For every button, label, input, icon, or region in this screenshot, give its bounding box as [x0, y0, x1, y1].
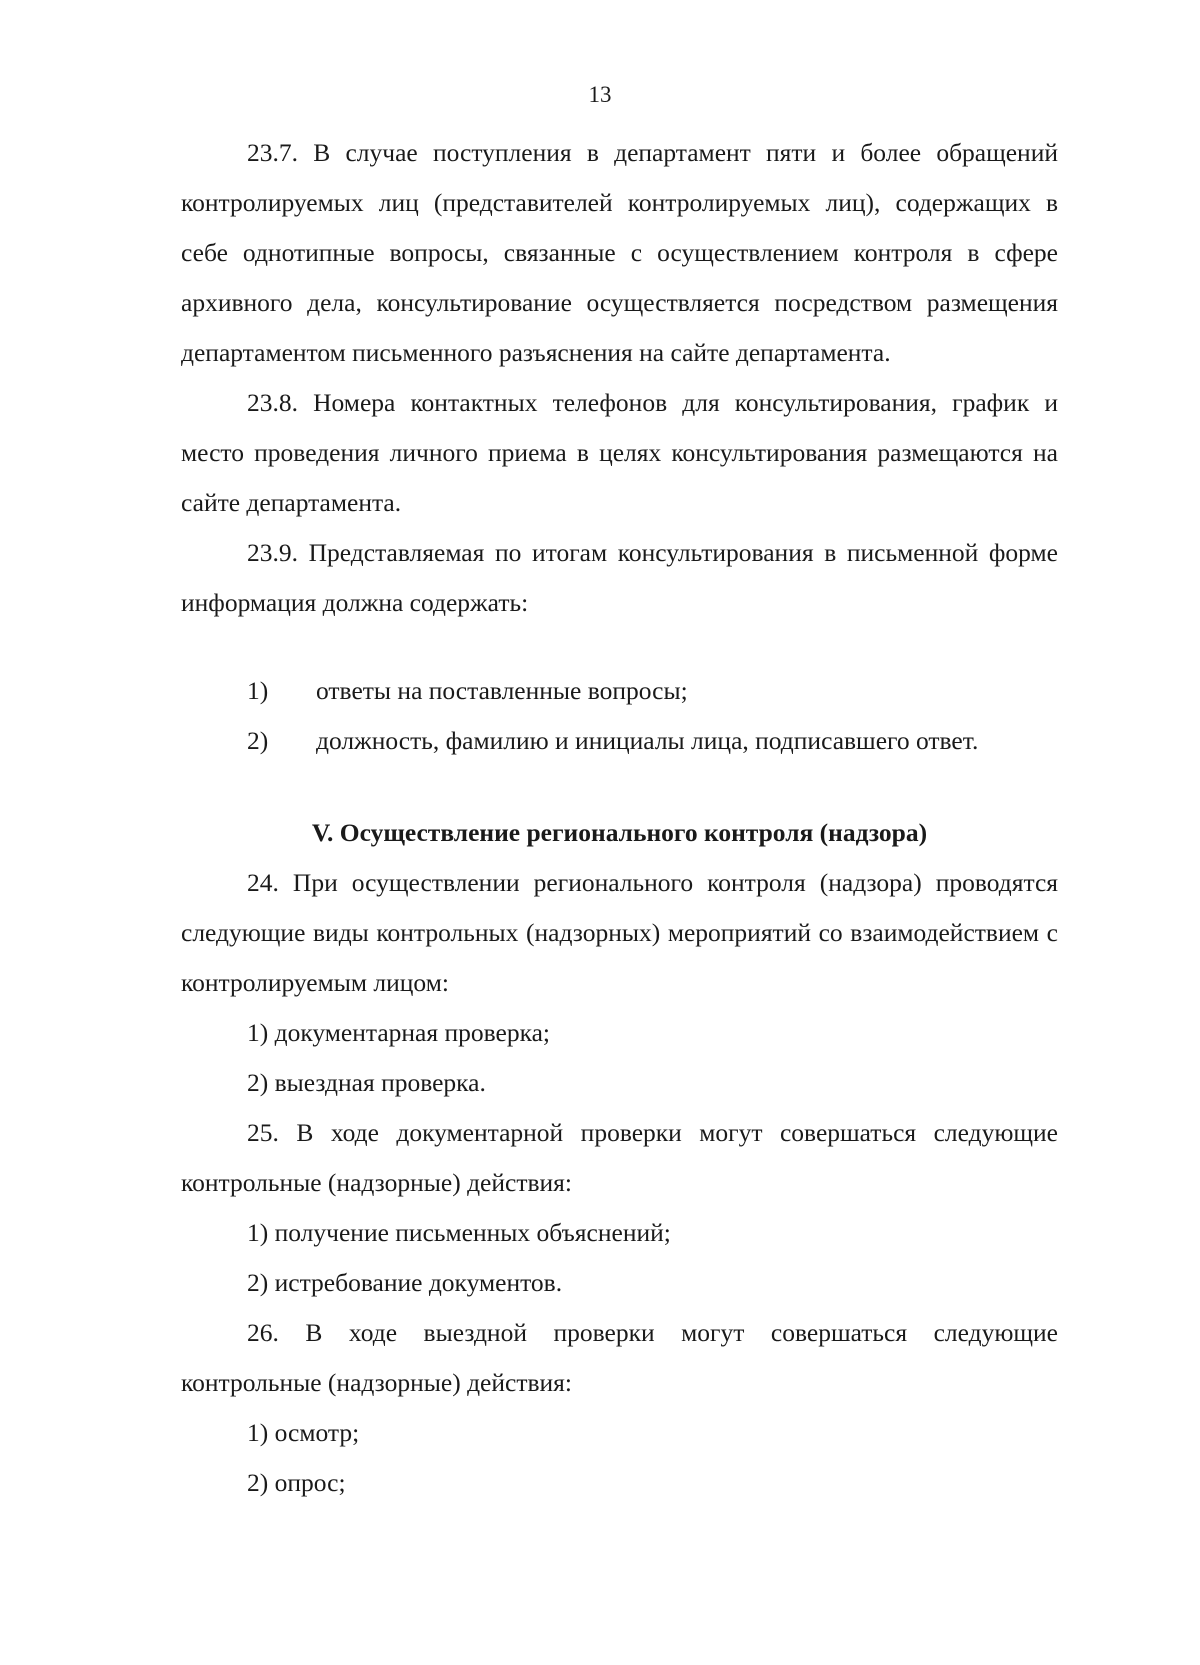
list-item: 1) получение письменных объяснений; [247, 1218, 671, 1247]
paragraph-23-8: 23.8. Номера контактных телефонов для консультирования, график и место проведения личного приема в целях консультирования размещаются на сайте департамента. [181, 388, 1058, 517]
list-item-text: ответы на поставленные вопросы; [316, 676, 688, 705]
list-item: 2) истребование документов. [247, 1268, 563, 1297]
list-item-number: 2) [247, 726, 269, 755]
list-item [181, 716, 1058, 766]
document-body [181, 128, 1058, 1508]
list-item: 1) осмотр; [247, 1418, 360, 1447]
list-item: 1) документарная проверка; [247, 1018, 550, 1047]
paragraph-23-7: 23.7. В случае поступления в департамент пяти и более обращений контролируемых лиц (представителей контролируемых лиц), содержащих в себе однотипные вопросы, связанные с осуществлением контроля в сфере архивного дела, консультирование осуществляется посредством размещения департаментом письменного разъяснения на сайте департамента. [181, 138, 1058, 367]
list-item [181, 666, 1058, 716]
paragraph-24: 24. При осуществлении регионального контроля (надзора) проводятся следующие виды контрольных (надзорных) мероприятий со взаимодействием с контролируемым лицом: [181, 868, 1058, 997]
section-heading: V. Осуществление регионального контроля (надзора) [311, 818, 928, 847]
list-item-text: должность, фамилию и инициалы лица, подписавшего ответ. [316, 726, 979, 755]
paragraph-26: 26. В ходе выездной проверки могут совершаться следующие контрольные (надзорные) действия: [181, 1318, 1058, 1397]
list-item-number: 1) [247, 676, 269, 705]
list-23-9 [181, 666, 1058, 766]
page-number: 13 [588, 82, 612, 107]
list-item: 2) опрос; [247, 1468, 346, 1497]
paragraph-23-9: 23.9. Представляемая по итогам консультирования в письменной форме информация должна содержать: [181, 538, 1058, 617]
list-item: 2) выездная проверка. [247, 1068, 486, 1097]
paragraph-25: 25. В ходе документарной проверки могут совершаться следующие контрольные (надзорные) действия: [181, 1118, 1058, 1197]
